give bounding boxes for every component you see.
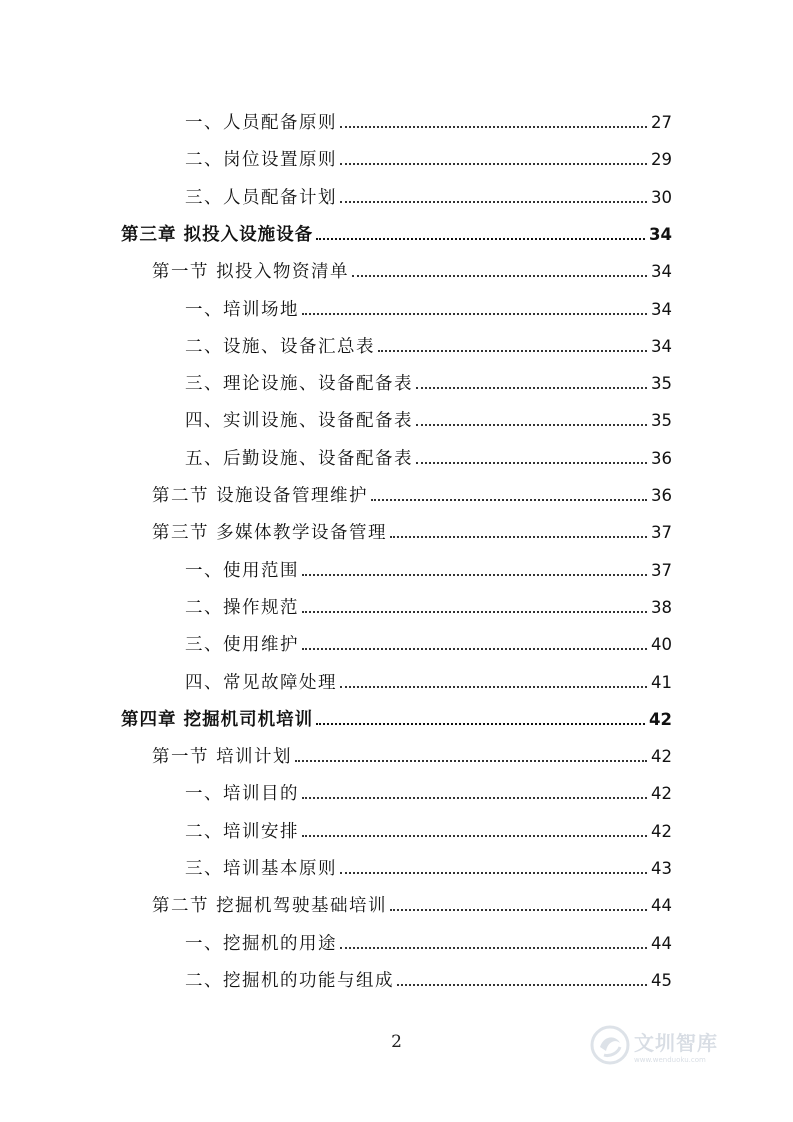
toc-item-row[interactable] [185,552,672,582]
toc-entry-title: 第一节 拟投入物资清单 [152,262,350,283]
toc-entry-page: 30 [651,187,672,207]
toc-entry-title: 第二节 挖掘机驾驶基础培训 [152,896,388,917]
toc-entry-title: 三、使用维护 [185,635,299,656]
toc-section-row[interactable] [152,887,672,917]
toc-dot-leader [390,908,647,911]
toc-dot-leader [302,796,647,799]
toc-item-row[interactable] [185,179,672,209]
toc-entry-title: 五、后勤设施、设备配备表 [185,448,413,469]
toc-entry-title: 四、常见故障处理 [185,672,337,693]
toc-entry-page: 34 [651,336,672,356]
toc-dot-leader [340,685,647,688]
toc-dot-leader [416,461,647,464]
toc-chapter-row[interactable] [121,701,672,731]
toc-item-row[interactable] [185,141,672,171]
toc-item-row[interactable] [185,813,672,843]
toc-chapter-row[interactable] [121,216,672,246]
toc-dot-leader [302,312,647,315]
watermark-logo-icon [590,1025,630,1065]
toc-entry-title: 三、人员配备计划 [185,187,337,208]
toc-dot-leader [340,946,647,949]
toc-entry-title: 第三章 拟投入设施设备 [121,224,314,245]
toc-entry-title: 一、使用范围 [185,560,299,581]
page-number: 2 [391,1032,402,1052]
toc-entry-page: 42 [649,709,672,729]
toc-dot-leader [340,125,647,128]
toc-section-row[interactable] [152,738,672,768]
toc-dot-leader [340,200,647,203]
toc-entry-title: 二、培训安排 [185,821,299,842]
toc-item-row[interactable] [185,925,672,955]
toc-item-row[interactable] [185,850,672,880]
toc-entry-page: 42 [651,747,672,767]
toc-dot-leader [302,610,647,613]
toc-item-row[interactable] [185,291,672,321]
toc-entry-page: 34 [651,262,672,282]
toc-item-row[interactable] [185,664,672,694]
toc-section-row[interactable] [152,514,672,544]
toc-dot-leader [416,386,647,389]
toc-entry-page: 37 [651,560,672,580]
toc-entry-title: 二、岗位设置原则 [185,150,337,171]
toc-dot-leader [302,834,647,837]
toc-item-row[interactable] [185,365,672,395]
toc-entry-page: 35 [651,374,672,394]
toc-entry-page: 44 [651,933,672,953]
toc-item-row[interactable] [185,775,672,805]
toc-dot-leader [340,871,647,874]
toc-entry-title: 一、培训目的 [185,784,299,805]
toc-entry-title: 二、操作规范 [185,597,299,618]
toc-dot-leader [390,535,647,538]
watermark-name: 文圳智库 [634,1030,718,1055]
toc-entry-page: 44 [651,896,672,916]
toc-item-row[interactable] [185,104,672,134]
toc-entry-title: 三、理论设施、设备配备表 [185,374,413,395]
watermark [590,1020,760,1070]
toc-item-row[interactable] [185,962,672,992]
toc-item-row[interactable] [185,402,672,432]
toc-item-row[interactable] [185,440,672,470]
toc-entry-page: 34 [649,224,672,244]
toc-entry-title: 一、挖掘机的用途 [185,933,337,954]
toc-entry-page: 36 [651,486,672,505]
toc-dot-leader [316,237,645,240]
toc-dot-leader [340,162,647,165]
toc-dot-leader [302,647,647,650]
toc-item-row[interactable] [185,589,672,619]
toc-entry-page: 37 [651,523,672,543]
toc-entry-title: 第三节 多媒体教学设备管理 [152,523,388,544]
toc-dot-leader [397,983,647,986]
toc-entry-title: 一、培训场地 [185,299,299,320]
toc-entry-title: 第一节 培训计划 [152,747,293,768]
toc-entry-title: 第二节 设施设备管理维护 [152,486,369,506]
toc-dot-leader [416,423,647,426]
toc-entry-title: 一、人员配备原则 [185,113,337,133]
toc-dot-leader [295,759,647,762]
toc-entry-title: 四、实训设施、设备配备表 [185,411,413,432]
toc-entry-page: 45 [651,970,672,990]
toc-entry-page: 38 [651,597,672,617]
toc-entry-page: 29 [651,150,672,170]
toc-dot-leader [302,573,647,576]
toc-section-row[interactable] [152,253,672,283]
toc-entry-title: 三、培训基本原则 [185,859,337,879]
toc-item-row[interactable] [185,328,672,358]
toc-entry-title: 二、挖掘机的功能与组成 [185,970,394,991]
toc-entry-page: 27 [651,113,672,132]
toc-dot-leader [352,274,647,277]
toc-section-row[interactable] [152,477,672,507]
toc-entry-page: 43 [651,859,672,878]
toc-entry-page: 34 [651,299,672,319]
toc-dot-leader [378,349,647,352]
toc-entry-title: 第四章 挖掘机司机培训 [121,709,314,730]
toc-entry-page: 40 [651,635,672,655]
watermark-url: www.wenduoku.com [634,1055,706,1064]
toc-dot-leader [316,722,645,725]
toc-entry-title: 二、设施、设备汇总表 [185,336,375,357]
toc-entry-page: 42 [651,784,672,804]
toc-dot-leader [371,498,647,501]
toc-entry-page: 36 [651,448,672,468]
toc-entry-page: 42 [651,821,672,841]
toc-entry-page: 35 [651,411,672,431]
toc-entry-page: 41 [651,672,672,692]
toc-item-row[interactable] [185,626,672,656]
